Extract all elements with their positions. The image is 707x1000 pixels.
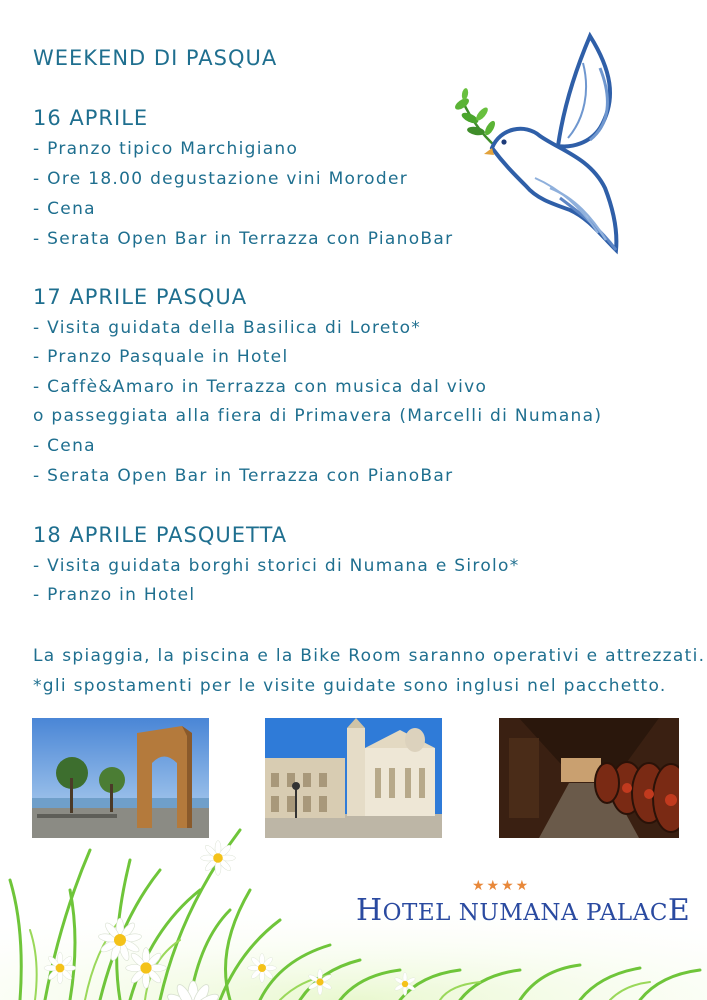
page-title: WEEKEND DI PASQUA: [33, 46, 278, 70]
note-transfers: *gli spostamenti per le visite guidate sono inglusi nel pacchetto.: [33, 676, 667, 696]
list-item: - Cena: [33, 199, 96, 219]
hotel-logo-text: [356, 893, 690, 928]
list-item: - Caffè&Amaro in Terrazza con musica dal vivo: [33, 377, 488, 397]
brand-initial: H: [356, 893, 383, 928]
list-item: - Serata Open Bar in Terrazza con PianoBar: [33, 229, 454, 249]
note-facilities: La spiaggia, la piscina e la Bike Room saranno operativi e attrezzati.: [33, 646, 706, 666]
list-item: - Pranzo in Hotel: [33, 585, 196, 605]
brand-name: OTEL NUMANA PALAC: [382, 900, 668, 926]
dove-icon: [484, 36, 616, 250]
list-item: - Cena: [33, 436, 96, 456]
list-item: - Serata Open Bar in Terrazza con PianoBar: [33, 466, 454, 486]
olive-branch-icon: [453, 88, 497, 146]
list-item: - Pranzo Pasquale in Hotel: [33, 347, 289, 367]
grass-daisies-decoration: [0, 770, 707, 1000]
list-item: - Pranzo tipico Marchigiano: [33, 139, 299, 159]
list-item: - Ore 18.00 degustazione vini Moroder: [33, 169, 409, 189]
day-heading-16-aprile: 16 APRILE: [33, 106, 149, 130]
dove-illustration: [440, 28, 645, 260]
day-heading-18-aprile: 18 APRILE PASQUETTA: [33, 523, 288, 547]
day-heading-17-aprile: 17 APRILE PASQUA: [33, 285, 248, 309]
brand-final: E: [667, 893, 691, 928]
list-item: o passeggiata alla fiera di Primavera (Marcelli di Numana): [33, 406, 603, 426]
hotel-rating-stars: ★★★★: [472, 878, 531, 894]
list-item: - Visita guidata della Basilica di Loreto*: [33, 318, 422, 338]
list-item: - Visita guidata borghi storici di Numana e Sirolo*: [33, 556, 520, 576]
